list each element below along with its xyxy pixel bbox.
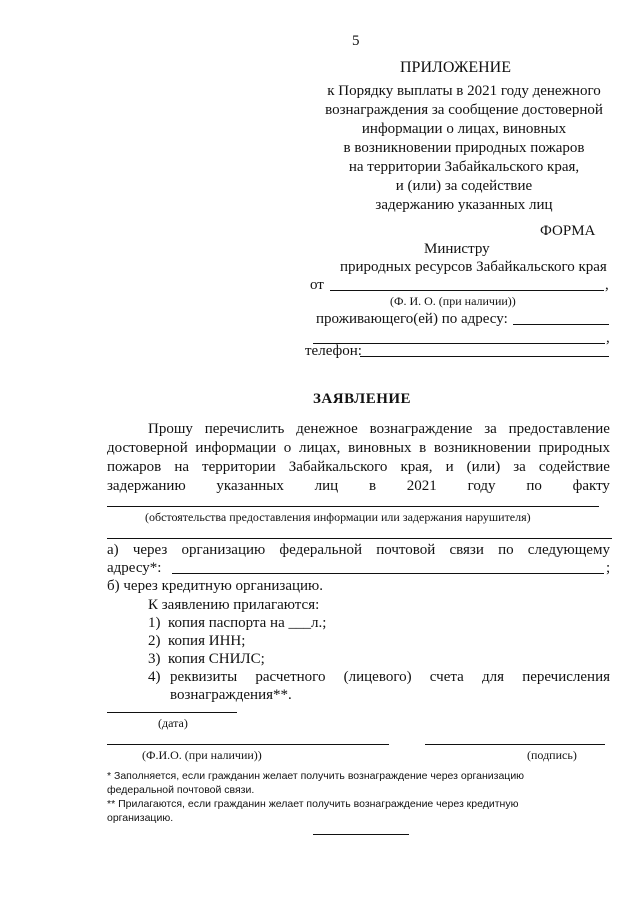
from-label: от (310, 277, 324, 293)
attachments-intro: К заявлению прилагаются: (148, 597, 320, 613)
date-field-line[interactable] (107, 712, 237, 713)
option-a-line-1: а) через организацию федеральной почтовой связи по следующему (107, 542, 610, 558)
attachment-item: 3) копия СНИЛС; (148, 651, 265, 667)
appendix-line: и (или) за содействие (395, 178, 533, 194)
appendix-line: задержанию указанных лиц (375, 197, 553, 213)
circumstances-field-line[interactable] (107, 506, 599, 507)
addressee-line1: Министру (424, 241, 490, 257)
phone-field-line[interactable] (360, 356, 609, 357)
fio-signature-line[interactable] (107, 744, 389, 745)
address-label: проживающего(ей) по адресу: (316, 311, 508, 327)
appendix-line: в возникновении природных пожаров (343, 140, 585, 156)
attachment-item-4-num: 4) (148, 669, 161, 685)
attachment-item: 2) копия ИНН; (148, 633, 246, 649)
circumstances-hint: (обстоятельства предоставления информации или задержания нарушителя) (145, 510, 531, 524)
statement-heading: ЗАЯВЛЕНИЕ (313, 391, 412, 407)
address-comma: , (606, 330, 610, 346)
page-number: 5 (352, 33, 360, 49)
option-a-address-label: адресу*: (107, 560, 162, 576)
attachment-item: 1) копия паспорта на ___л.; (148, 615, 327, 631)
closing-divider (313, 834, 409, 835)
postal-semicolon: ; (606, 560, 611, 576)
body-line-4: задержанию указанных лиц в 2021 году по факту (107, 478, 610, 494)
address-field-line[interactable] (513, 324, 609, 325)
form-label: ФОРМА (540, 223, 596, 239)
postal-address-line[interactable] (172, 573, 604, 574)
signature-line[interactable] (425, 744, 605, 745)
fio-comma: , (605, 277, 609, 293)
appendix-line: информации о лицах, виновных (361, 121, 567, 137)
fio-field-line[interactable] (330, 290, 604, 291)
signature-hint: (подпись) (527, 748, 577, 762)
attachment-item-4: реквизиты расчетного (лицевого) счета для перечисления (170, 669, 610, 685)
attachment-item-4-line-2: вознаграждения**. (170, 687, 292, 703)
appendix-line: к Порядку выплаты в 2021 году денежного (327, 83, 601, 99)
fio-hint: (Ф. И. О. (при наличии)) (390, 294, 516, 308)
body-line-1: Прошу перечислить денежное вознаграждение за предоставление (148, 421, 610, 437)
footnote-2-cont: организацию. (107, 812, 174, 824)
appendix-line: на территории Забайкальского края, (348, 159, 580, 175)
appendix-title: ПРИЛОЖЕНИЕ (400, 59, 512, 76)
body-line-3: пожаров на территории Забайкальского края, и (или) за содействие (107, 459, 610, 475)
phone-label: телефон: (305, 343, 362, 359)
footnote-1: * Заполняется, если гражданин желает получить вознаграждение через организацию (107, 770, 525, 782)
option-b: б) через кредитную организацию. (107, 578, 323, 594)
date-hint: (дата) (158, 716, 188, 730)
footnote-1-cont: федеральной почтовой связи. (107, 784, 255, 796)
fio-signature-hint: (Ф.И.О. (при наличии)) (142, 748, 262, 762)
appendix-line: вознаграждения за сообщение достоверной (325, 102, 603, 118)
addressee-line2: природных ресурсов Забайкальского края (340, 259, 607, 275)
appendix-text (290, 82, 638, 215)
body-line-2: достоверной информации о лицах, виновных в возникновении природных (107, 440, 610, 456)
footnote-2: ** Прилагаются, если гражданин желает получить вознаграждение через кредитную (107, 798, 519, 810)
circumstances-field-line-2[interactable] (107, 538, 612, 539)
